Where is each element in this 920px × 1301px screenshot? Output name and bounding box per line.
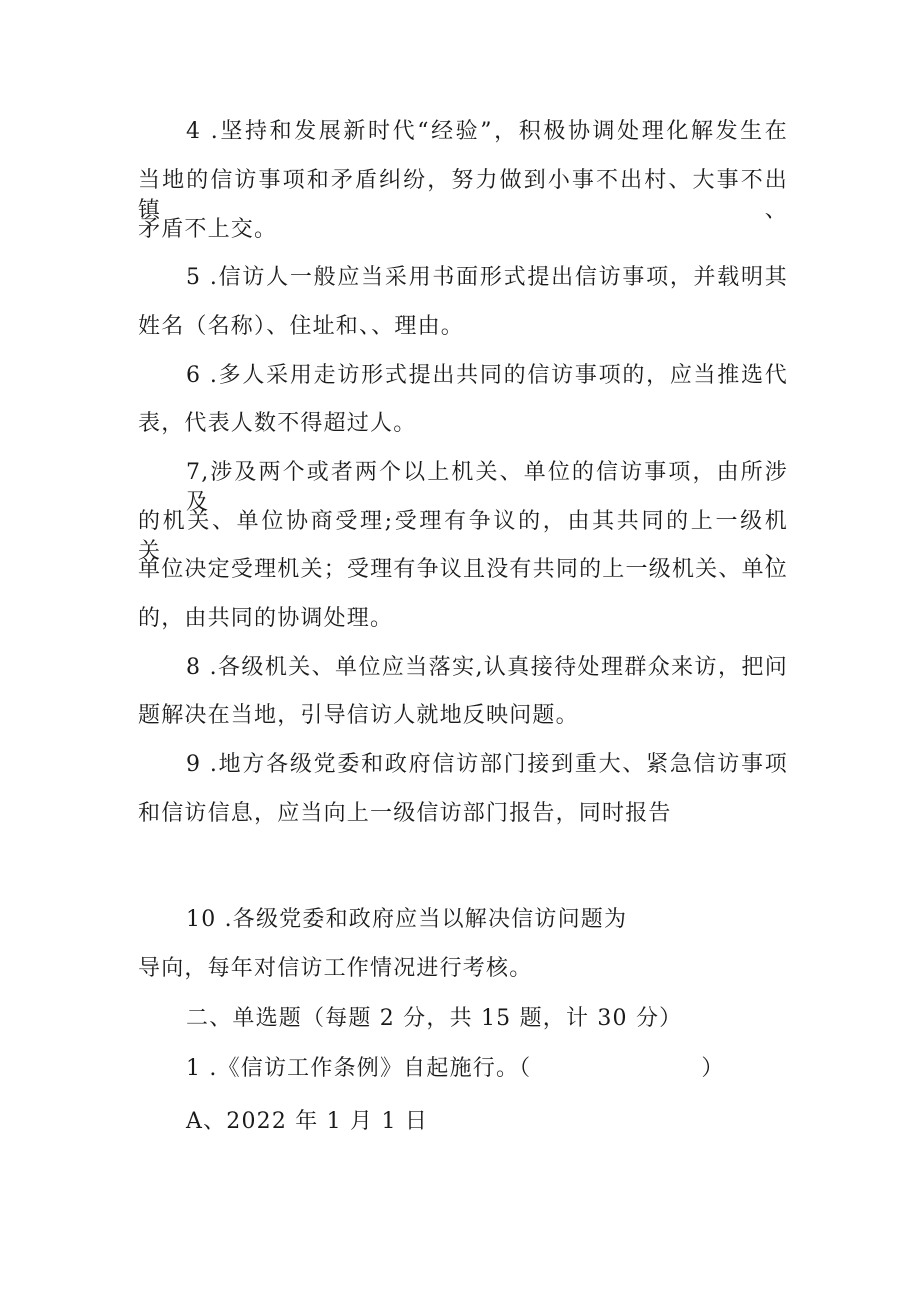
item-7-line-3: 单位决定受理机关；受理有争议且没有共同的上一级机关、单位 (138, 557, 788, 582)
question-1-stem: 1 .《信访工作条例》自起施行。（ (186, 1056, 532, 1081)
item-10-line-2: 导向，每年对信访工作情况进行考核。 (138, 956, 533, 981)
item-9-line-2: 和信访信息，应当向上一级信访部门报告，同时报告 (138, 801, 672, 826)
item-4-line-3: 矛盾不上交。 (138, 217, 278, 242)
item-6-line-2: 表，代表人数不得超过人。 (138, 411, 417, 436)
item-4-line-1: 4 .坚持和发展新时代“经验”，积极协调处理化解发生在 (186, 119, 788, 144)
item-8-line-2: 题解决在当地，引导信访人就地反映问题。 (138, 703, 579, 728)
item-6-line-1: 6 .多人采用走访形式提出共同的信访事项的，应当推选代 (186, 363, 788, 388)
item-8-line-1: 8 .各级机关、单位应当落实,认真接待处理群众来访，把问 (186, 655, 788, 680)
item-9-line-1: 9 .地方各级党委和政府信访部门接到重大、紧急信访事项 (186, 752, 788, 777)
item-5-line-2: 姓名（名称）、住址和、、理由。 (138, 314, 465, 339)
item-7-line-1: 7,涉及两个或者两个以上机关、单位的信访事项，由所涉及 (186, 460, 788, 515)
item-4-line-2: 当地的信访事项和矛盾纠纷，努力做到小事不出村、大事不出镇、 (138, 168, 788, 223)
question-1 (186, 1054, 836, 1084)
section-heading: 二、单选题（每题 2 分，共 15 题，计 30 分） (186, 1006, 683, 1031)
option-a: A、2022 年 1 月 1 日 (186, 1109, 429, 1134)
item-7-line-2: 的机关、单位协商受理;受理有争议的，由其共同的上一级机关、 (138, 509, 788, 564)
question-1-close: ） (701, 1056, 725, 1081)
item-7-line-4: 的，由共同的协调处理。 (138, 606, 394, 631)
item-5-line-1: 5 .信访人一般应当采用书面形式提出信访事项，并载明其 (186, 265, 788, 290)
item-10-line-1: 10 .各级党委和政府应当以解决信访问题为 (186, 907, 628, 932)
